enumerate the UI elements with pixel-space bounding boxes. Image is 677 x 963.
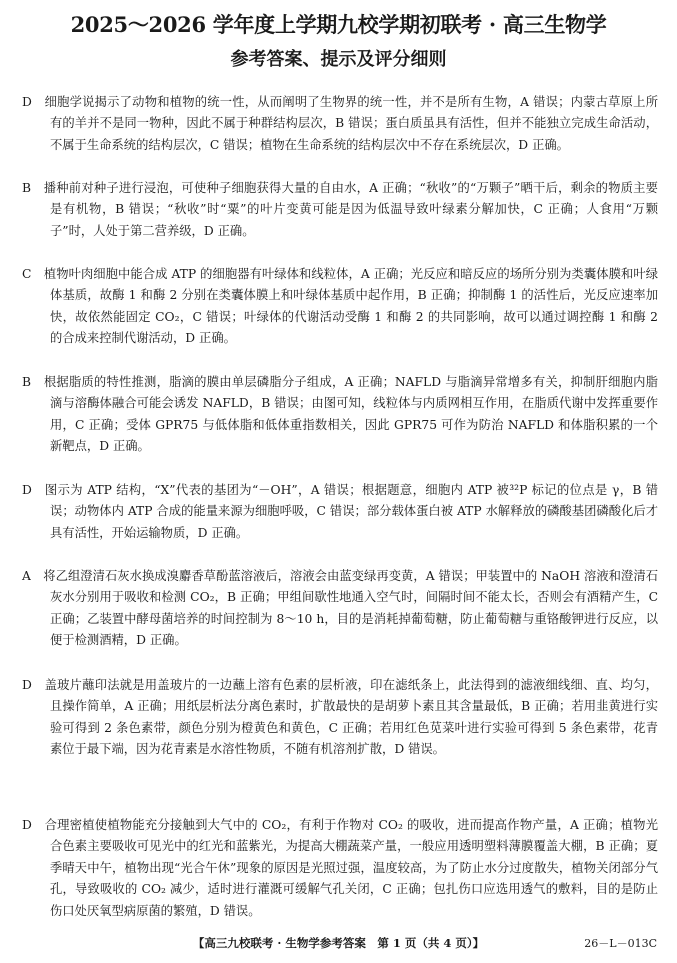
answer-letter: B: [22, 181, 32, 195]
answer-number: [0, 92, 22, 113]
answer-explanation: 盖玻片蘸印法就是用盖玻片的一边蘸上溶有色素的层析液，印在滤纸条上，此法得到的滤液细线细、直、均匀，且操作简单，A 正确；用纸层析法分离色素时，扩散最快的是胡萝卜素且其含量最低，B 正确；若用韭黄进行实验可得到 2 条色素带，颜色分别为橙黄色和黄色，C 正确；若用红色苋菜叶进行实验可得到 5 条色素带，花青素位于最下端，因为花青素是水溶性物质，不随有机溶剂扩散，D 错误。: [44, 678, 658, 757]
answer-explanation: 根据脂质的特性推测，脂滴的膜由单层磷脂分子组成，A 正确；NAFLD 与脂滴异常增多有关，抑制肝细胞内脂滴与溶酶体融合可能会诱发 NAFLD，B 错误；由图可知，线粒体与内质网相互作用，在脂质代谢中发挥重要作用，C 正确；受体 GPR75 与低体脂和低体重指数相关，因此 GPR75 可作为防治 NAFLD 和体脂积累的一个新靶点，D 正确。: [43, 375, 658, 454]
answer-number: [0, 178, 22, 199]
answer-number: [0, 566, 22, 587]
answer-item-1: [22, 92, 658, 156]
answer-number: [0, 372, 22, 393]
answer-item-3: [22, 264, 658, 350]
answer-explanation: 植物叶肉细胞中能合成 ATP 的细胞器有叶绿体和线粒体，A 正确；光反应和暗反应的场所分别为类囊体膜和叶绿体基质，故酶 1 和酶 2 分别在类囊体膜上和叶绿体基质中起作用，B 正确；抑制酶 1 的活性后，光反应速率加快，故依然能固定 CO₂，C 错误；叶绿体的代谢活动受酶 1 和酶 2 的共同影响，故可以通过调控酶 1 和酶 2 的合成来控制代谢活动，D 正确。: [43, 267, 658, 346]
answer-item-6: [22, 566, 658, 652]
answer-letter: D: [22, 483, 32, 497]
answer-number: [0, 480, 22, 501]
answer-explanation: 合理密植使植物能充分接触到大气中的 CO₂，有利于作物对 CO₂ 的吸收，进而提高作物产量，A 正确；植物光合色素主要吸收可见光中的红光和蓝紫光，为提高大棚蔬菜产量，一般应用透明塑料薄膜覆盖大棚，B 正确；夏季晴天中午，植物出现“光合午休”现象的原因是光照过强，温度较高，为了防止水分过度散失，植物关闭部分气孔，导致吸收的 CO₂ 减少，适时进行灌溉可缓解气孔关闭，C 正确；包扎伤口应选用透气的敷料，目的是防止伤口处厌氧型病原菌的繁殖，D 错误。: [44, 818, 658, 918]
answer-item-5: [22, 480, 658, 544]
footer-page-info: 【高三九校联考 · 生物学参考答案 第 1 页（共 4 页）】: [192, 936, 485, 950]
answer-letter: B: [22, 375, 32, 389]
page-subtitle: 参考答案、提示及评分细则: [230, 49, 447, 70]
page-footer: [0, 935, 677, 951]
answer-letter: D: [22, 678, 32, 692]
answer-explanation: 将乙组澄清石灰水换成溴麝香草酚蓝溶液后，溶液会由蓝变绿再变黄，A 错误；甲装置中的 NaOH 溶液和澄清石灰水分别用于吸收和检测 CO₂，B 正确；甲组间歇性地通入空气时，间隔时间不能太长，否则会有酒精产生，C 正确；乙装置中酵母菌培养的时间控制为 8～10 h，目的是消耗掉葡萄糖，防止葡萄糖与重铬酸钾进行反应，以便于检测酒精，D 正确。: [43, 569, 658, 648]
answer-letter: A: [22, 569, 31, 583]
footer-document-code: 26－L－013C: [584, 937, 657, 950]
answer-explanation: 细胞学说揭示了动物和植物的统一性，从而阐明了生物界的统一性，并不是所有生物，A 错误；内蒙古草原上所有的羊并不是同一物种，因此不属于种群结构层次，B 错误；蛋白质虽具有活性，但并不能独立完成生命活动，不属于生命系统的结构层次，C 错误；植物在生命系统的结构层次中不存在系统层次，D 正确。: [44, 95, 658, 152]
answer-explanation: 播种前对种子进行浸泡，可使种子细胞获得大量的自由水，A 正确；“秋收”的“万颗子”晒干后，剩余的物质主要是有机物，B 错误；“秋收”时“粟”的叶片变黄可能是因为低温导致叶绿素分解加快，C 正确；人食用“万颗子”时，人处于第二营养级，D 正确。: [43, 181, 658, 238]
answer-explanation: 图示为 ATP 结构，“X”代表的基团为“－OH”，A 错误；根据题意，细胞内 ATP 被³²P 标记的位点是 γ，B 错误；动物体内 ATP 合成的能量来源为细胞呼吸，C 错误；部分载体蛋白被 ATP 水解释放的磷酸基团磷酸化后才具有活性，开始运输物质，D 正确。: [44, 483, 658, 540]
answer-number: [0, 815, 22, 836]
page-title: 2025～2026 学年度上学期九校学期初联考 · 高三生物学: [70, 12, 607, 37]
answer-letter: D: [22, 95, 32, 109]
answer-letter: C: [22, 267, 32, 281]
answer-item-2: [22, 178, 658, 242]
answer-item-4: [22, 372, 658, 458]
answer-item-8: [22, 815, 658, 922]
answer-number: [0, 264, 22, 285]
answer-number: [0, 675, 22, 696]
answer-letter: D: [22, 818, 32, 832]
answer-item-7: [22, 675, 658, 761]
